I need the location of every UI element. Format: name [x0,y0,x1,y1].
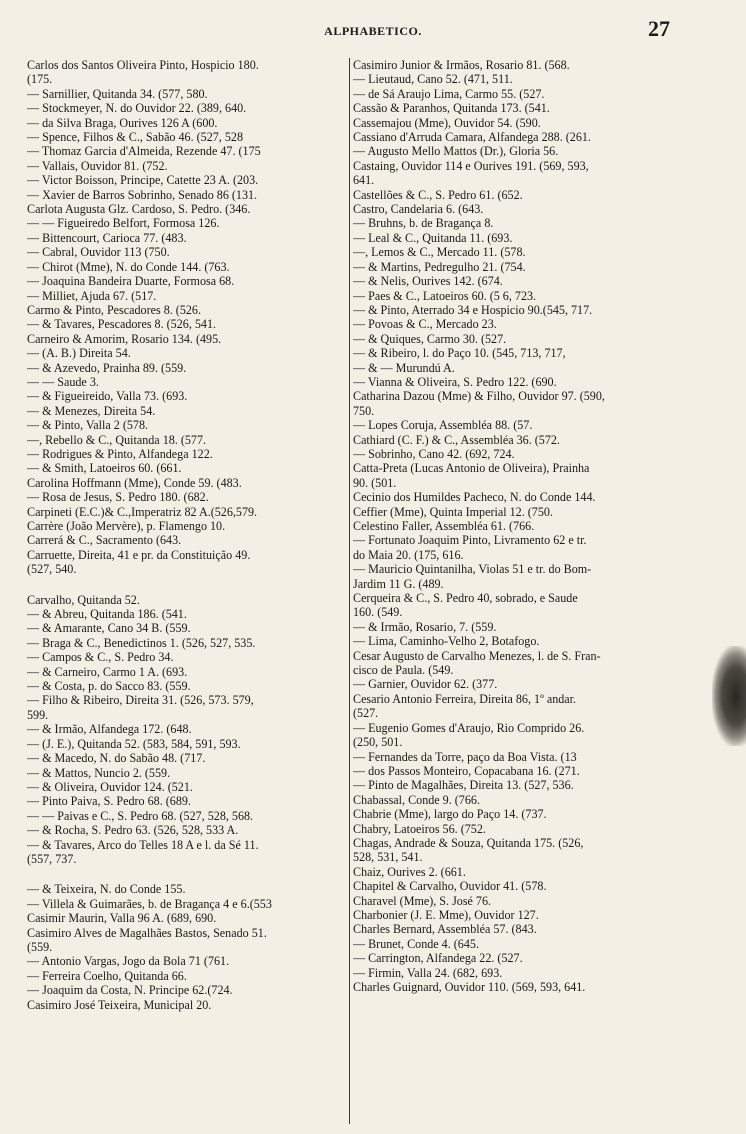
directory-entry-line: — Antonio Vargas, Jogo da Bola 71 (761. [27,954,230,969]
directory-entry-line: — & Abreu, Quitanda 186. (541. [27,607,187,622]
directory-entry-line: — Fortunato Joaquim Pinto, Livramento 62 e tr. [353,533,587,548]
directory-entry-line: — (J. E.), Quitanda 52. (583, 584, 591, 593. [27,736,241,751]
directory-entry-line: — Joaquina Bandeira Duarte, Formosa 68. [27,274,235,289]
directory-entry-line: Charavel (Mme), S. José 76. [353,893,492,908]
directory-entry-line: Carruette, Direita, 41 e pr. da Constituição 49. [27,547,251,562]
directory-entry-line: Chabrie (Mme), largo do Paço 14. (737. [353,807,547,822]
directory-entry-line: — dos Passos Monteiro, Copacabana 16. (271. [353,763,580,778]
directory-entry-line: — & Amarante, Cano 34 B. (559. [27,621,191,636]
directory-entry-line: Celestino Faller, Assembléa 61. (766. [353,519,535,533]
directory-entry-line: — & Costa, p. do Sacco 83. (559. [27,679,191,694]
directory-entry-line: 90. (501. [353,475,397,490]
directory-entry-line: — & Figueireido, Valla 73. (693. [27,389,188,404]
directory-entry-line: Castaing, Ouvidor 114 e Ourives 191. (569, 593, [353,158,589,173]
directory-entry-line: — Bittencourt, Carioca 77. (483. [27,230,187,245]
directory-entry-line: — Cabral, Ouvidor 113 (750. [27,245,170,260]
directory-entry-line: Carpineti (E.C.)& C.,Imperatriz 82 A.(526,579. [27,504,258,519]
directory-entry-line: — Sobrinho, Cano 42. (692, 724. [353,446,515,461]
directory-entry-line: Carvalho, Quitanda 52. [27,592,140,607]
directory-entry-line: — Milliet, Ajuda 67. (517. [27,288,157,303]
directory-entry-line: — & Tavares, Pescadores 8. (526, 541. [27,317,217,332]
directory-entry-line: — & Smith, Latoeiros 60. (661. [27,461,182,476]
directory-entry-line: — & Nelis, Ourives 142. (674. [353,274,503,289]
directory-entry-line: — Eugenio Gomes d'Araujo, Rio Comprido 26. [353,720,585,735]
directory-entry-line: 641. [353,173,375,188]
directory-entry-line: Carneiro & Amorim, Rosario 134. (495. [27,331,222,346]
directory-entry-line: — Braga & C., Benedictinos 1. (526, 527, 535. [27,635,256,650]
directory-entry-line: (527. [353,706,379,721]
directory-entry-line: — Pinto de Magalhães, Direita 13. (527, 536. [353,778,574,793]
directory-entry-line: — Garnier, Ouvidor 62. (377. [353,677,498,692]
directory-entry-line: — Brunet, Conde 4. (645. [353,936,479,951]
directory-entry-line: — Thomaz Garcia d'Almeida, Rezende 47. (175 [27,144,261,159]
directory-entry-line: (559. [27,939,53,954]
directory-entry-line: Carlos dos Santos Oliveira Pinto, Hospicio 180. [27,58,259,72]
directory-entry-line: — & Irmão, Alfandega 172. (648. [27,722,192,737]
directory-entry-line: — & Menezes, Direita 54. [27,403,156,418]
directory-entry-line: Chaiz, Ourives 2. (661. [353,864,466,879]
directory-entry-line: Casimiro Alves de Magalhães Bastos, Senado 51. [27,925,267,940]
directory-entry-line: Cassemajou (Mme), Ouvidor 54. (590. [353,115,541,130]
directory-entry-line: 160. (549. [353,605,403,620]
directory-entry-line: — & Quiques, Carmo 30. (527. [353,331,507,346]
directory-entry-line: Cecinio dos Humildes Pacheco, N. do Conde 144. [353,490,596,505]
directory-entry-line: — Rosa de Jesus, S. Pedro 180. (682. [27,490,209,505]
directory-entry-line: — — Paivas e C., S. Pedro 68. (527, 528, 568. [27,808,254,823]
directory-entry-line: do Maia 20. (175, 616. [353,547,464,562]
directory-entry-line: — Bruhns, b. de Bragança 8. [353,216,494,231]
directory-entry-line: — (A. B.) Direita 54. [27,346,131,361]
directory-entry-line: — Povoas & C., Mercado 23. [353,317,497,332]
directory-entry-line: — de Sá Araujo Lima, Carmo 55. (527. [353,86,545,101]
directory-entry-line: Carmo & Pinto, Pescadores 8. (526. [27,302,201,317]
directory-entry-line: — Rodrigues & Pinto, Alfandega 122. [27,446,213,461]
page-number: 27 [648,16,670,41]
directory-entry-line: Carlota Augusta Glz. Cardoso, S. Pedro. (346. [27,202,251,217]
directory-entry-line: Casimiro José Teixeira, Municipal 20. [27,997,212,1012]
directory-entry-line: — Firmin, Valla 24. (682, 693. [353,965,503,980]
directory-entry-line: — Sarnillier, Quitanda 34. (577, 580. [27,86,208,101]
directory-entry-line: — Ferreira Coelho, Quitanda 66. [27,968,187,983]
ink-blot [712,646,746,746]
directory-entry-line: — Paes & C., Latoeiros 60. (5 6, 723. [353,288,537,303]
directory-entry-line: — Fernandes da Torre, paço da Boa Vista. (13 [353,749,577,764]
directory-entry-line: Chagas, Andrade & Souza, Quitanda 175. (526, [353,835,584,850]
directory-entry-line: —, Lemos & C., Mercado 11. (578. [353,245,526,260]
directory-entry-line: — Stockmeyer, N. do Ouvidor 22. (389, 640. [27,101,247,116]
directory-entry-line: Cassiano d'Arruda Camara, Alfandega 288. (261. [353,130,591,145]
directory-entry-line: — — Figueiredo Belfort, Formosa 126. [27,216,220,231]
directory-entry-line: Chapitel & Carvalho, Ouvidor 41. (578. [353,879,547,894]
directory-entry-line: — Chirot (Mme), N. do Conde 144. (763. [27,259,230,274]
left-column [27,58,349,1012]
directory-entry-line: Castellões & C., S. Pedro 61. (652. [353,187,523,202]
directory-entry-line: — Joaquim da Costa, N. Principe 62.(724. [27,983,233,998]
directory-entry-line: — Vallais, Ouvidor 81. (752. [27,158,168,173]
directory-entry-line: — Augusto Mello Mattos (Dr.), Gloria 56. [353,144,559,159]
directory-entry-line: Cerqueira & C., S. Pedro 40, sobrado, e Saude [353,591,578,606]
directory-entry-line: Casimir Maurin, Valla 96 A. (689, 690. [27,911,217,926]
directory-entry-line: Carrerá & C., Sacramento (643. [27,533,182,548]
directory-entry-line: — & Carneiro, Carmo 1 A. (693. [27,664,188,679]
directory-entry-line: Chabry, Latoeiros 56. (752. [353,821,486,836]
directory-entry-line: Carolina Hoffmann (Mme), Conde 59. (483. [27,475,242,490]
directory-entry-line: — da Silva Braga, Ourives 126 A (600. [27,115,218,130]
directory-entry-line: — Vianna & Oliveira, S. Pedro 122. (690. [353,374,557,389]
directory-entry-line: Catta-Preta (Lucas Antonio de Oliveira), Prainha [353,461,590,476]
directory-entry-line: Cesario Antonio Ferreira, Direita 86, 1º andar. [353,691,577,706]
directory-entry-line: — & Rocha, S. Pedro 63. (526, 528, 533 A. [27,823,239,838]
directory-entry-line: (527, 540. [27,562,77,577]
directory-entry-line: (250, 501. [353,735,403,750]
right-column [353,58,723,994]
directory-entry-line: Chabassal, Conde 9. (766. [353,792,480,807]
directory-entry-line: — & Martins, Pedregulho 21. (754. [353,259,526,274]
directory-entry-line: — Filho & Ribeiro, Direita 31. (526, 573. 579, [27,693,254,708]
directory-entry-line: — & Oliveira, Ouvidor 124. (521. [27,779,193,794]
directory-entry-line: — Spence, Filhos & C., Sabão 46. (527, 528 [27,130,243,145]
column-divider [349,58,350,1124]
directory-entry-line: — — Saude 3. [27,374,99,389]
directory-entry-line: Castro, Candelaria 6. (643. [353,202,484,217]
directory-entry-line: 599. [27,707,49,722]
directory-entry-line: 528, 531, 541. [353,850,423,865]
directory-entry-line: — & Irmão, Rosario, 7. (559. [353,619,497,634]
directory-entry-line: Cathiard (C. F.) & C., Assembléa 36. (572. [353,432,560,447]
directory-entry-line: —, Rebello & C., Quitanda 18. (577. [27,432,207,447]
directory-entry-line: Cesar Augusto de Carvalho Menezes, l. de S. Fran- [353,648,601,663]
directory-entry-line: — Carrington, Alfandega 22. (527. [353,951,523,966]
directory-entry-line: Charles Bernard, Assembléa 57. (843. [353,922,537,937]
directory-entry-line: Charles Guignard, Ouvidor 110. (569, 593, 641. [353,980,586,994]
directory-entry-line: — Lima, Caminho-Velho 2, Botafogo. [353,634,540,649]
directory-entry-line: — & Mattos, Nuncio 2. (559. [27,765,171,780]
spacer [27,577,349,593]
directory-entry-line: Cassão & Paranhos, Quitanda 173. (541. [353,101,550,116]
directory-entry-line: — & Ribeiro, l. do Paço 10. (545, 713, 717, [353,346,566,361]
directory-entry-line: (557, 737. [27,851,77,866]
directory-entry-line: — Campos & C., S. Pedro 34. [27,650,174,665]
directory-entry-line: — Villela & Guimarães, b. de Bragança 4 e 6.(553 [27,896,272,911]
directory-entry-line: — & — Murundú A. [353,360,455,375]
directory-entry-line: — & Tavares, Arco do Telles 18 A e l. da Sé 11. [27,837,259,852]
directory-entry-line: — & Pinto, Aterrado 34 e Hospicio 90.(545, 717. [353,302,593,317]
directory-entry-line: (175. [27,72,53,87]
directory-entry-line: Charbonier (J. E. Mme), Ouvidor 127. [353,907,539,922]
directory-entry-line: — & Azevedo, Prainha 89. (559. [27,360,187,375]
directory-entry-line: — & Teixeira, N. do Conde 155. [27,882,186,897]
directory-entry-line: — Victor Boisson, Principe, Catette 23 A. (203. [27,173,259,188]
spacer [27,866,349,882]
directory-entry-line: Carrère (João Mervère), p. Flamengo 10. [27,519,226,533]
directory-entry-line: — Lieutaud, Cano 52. (471, 511. [353,72,513,87]
directory-entry-line: — Mauricio Quintanilha, Violas 51 e tr. do Bom- [353,562,592,577]
running-title: ALPHABETICO. [324,24,422,38]
directory-entry-line: Catharina Dazou (Mme) & Filho, Ouvidor 97. (590, [353,389,605,404]
directory-entry-line: — Leal & C., Quitanda 11. (693. [353,230,513,245]
directory-entry-line: Jardim 11 G. (489. [353,576,444,591]
directory-entry-line: — & Macedo, N. do Sabão 48. (717. [27,751,206,766]
directory-entry-line: — Xavier de Barros Sobrinho, Senado 86 (131. [27,187,258,202]
directory-entry-line: — Lopes Coruja, Assembléa 88. (57. [353,418,533,433]
directory-columns [27,58,722,1124]
directory-entry-line: 750. [353,403,375,418]
directory-entry-line: Ceffier (Mme), Quinta Imperial 12. (750. [353,504,553,519]
directory-entry-line: Casimiro Junior & Irmãos, Rosario 81. (568. [353,58,570,72]
page-header [0,16,746,46]
directory-entry-line: — & Pinto, Valla 2 (578. [27,418,149,433]
directory-entry-line: — Pinto Paiva, S. Pedro 68. (689. [27,794,191,809]
directory-entry-line: cisco de Paula. (549. [353,663,454,678]
